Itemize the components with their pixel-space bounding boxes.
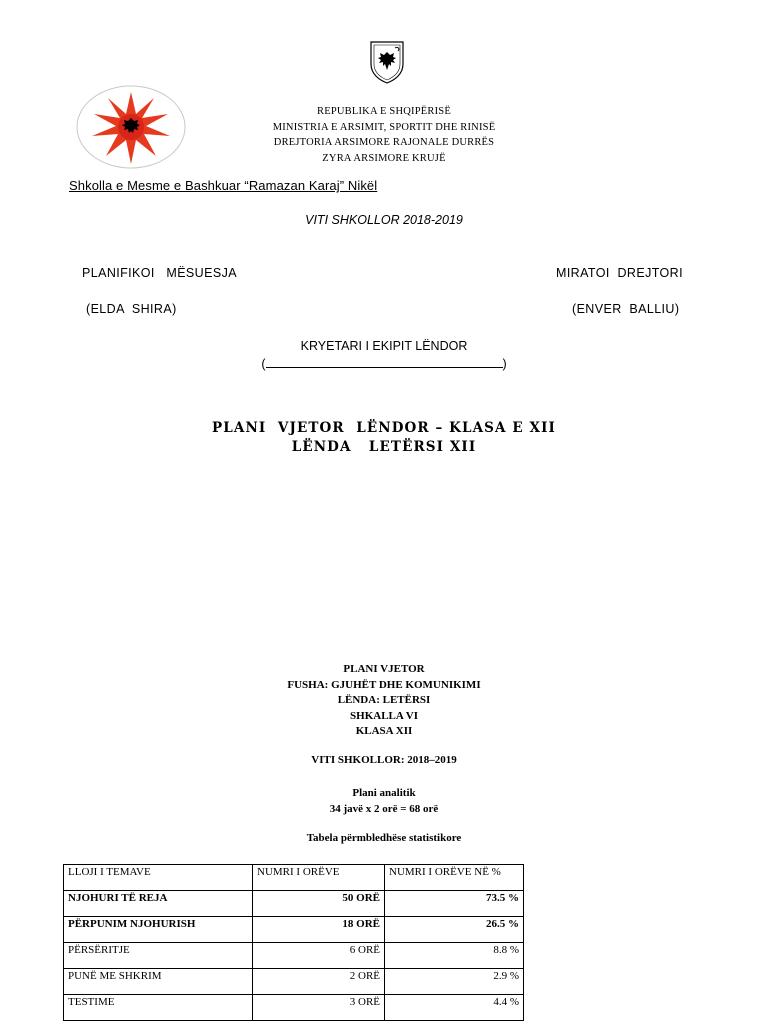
plan-line: LËNDA: LETËRSI — [337, 694, 431, 706]
table-cell: 73.5 % — [385, 891, 524, 917]
plan-info — [0, 662, 768, 740]
planner-role: PLANIFIKOI MËSUESJA — [82, 266, 237, 280]
title-line-2: LËNDA LETËRSI XII — [291, 439, 477, 455]
table-cell: TESTIME — [64, 995, 253, 1021]
school-year: VITI SHKOLLOR 2018-2019 — [305, 213, 463, 227]
table-row — [64, 917, 524, 943]
plan-analytic — [0, 786, 768, 817]
table-cell: 2 ORË — [253, 969, 385, 995]
statistics-table — [63, 864, 524, 1021]
table-cell: PËRPUNIM NJOHURISH — [64, 917, 253, 943]
chair-role: KRYETARI I EKIPIT LËNDOR — [300, 339, 468, 353]
table-cell: 6 ORË — [253, 943, 385, 969]
table-cell: 3 ORË — [253, 995, 385, 1021]
approver-role: MIRATOI DREJTORI — [556, 266, 683, 280]
title-line-1: PLANI VJETOR LËNDOR – KLASA E XII — [212, 420, 556, 436]
table-header-row — [64, 865, 524, 891]
document-title — [0, 419, 768, 457]
header-line: REPUBLIKA E SHQIPËRISË — [317, 106, 451, 117]
table-cell: 26.5 % — [385, 917, 524, 943]
table-row — [64, 943, 524, 969]
table-row — [64, 995, 524, 1021]
chair-signature-line — [0, 357, 768, 371]
plan-line: PLANI VJETOR — [343, 663, 425, 675]
plan-hours: 34 javë x 2 orë = 68 orë — [329, 802, 439, 815]
table-row — [64, 891, 524, 917]
table-cell: 18 ORË — [253, 917, 385, 943]
table-cell: PËRSËRITJE — [64, 943, 253, 969]
approver-name: (ENVER BALLIU) — [572, 302, 680, 316]
table-cell: 4.4 % — [385, 995, 524, 1021]
table-cell: 50 ORË — [253, 891, 385, 917]
albanian-emblem-icon — [368, 40, 406, 84]
header-line: ZYRA ARSIMORE KRUJË — [322, 152, 446, 164]
planner-name: (ELDA SHIRA) — [86, 302, 177, 316]
table-header-cell: LLOJI I TEMAVE — [64, 865, 253, 891]
table-title: Tabela përmbledhëse statistikore — [306, 832, 462, 844]
institution-header — [0, 104, 768, 166]
header-line: DREJTORIA ARSIMORE RAJONALE DURRËS — [273, 137, 495, 148]
signature-blank — [266, 357, 503, 368]
table-header-cell: NUMRI I ORËVE — [253, 865, 385, 891]
school-name: Shkolla e Mesme e Bashkuar “Ramazan Karaj” Nikël — [69, 178, 378, 193]
table-cell: 2.9 % — [385, 969, 524, 995]
plan-analytic-label: Plani analitik — [352, 787, 416, 799]
chair-close-paren: ) — [502, 357, 507, 371]
table-cell: 8.8 % — [385, 943, 524, 969]
chair-open-paren: ( — [261, 357, 266, 371]
table-cell: PUNË ME SHKRIM — [64, 969, 253, 995]
plan-line: SHKALLA VI — [350, 709, 418, 722]
table-row — [64, 969, 524, 995]
table-cell: NJOHURI TË REJA — [64, 891, 253, 917]
plan-line: KLASA XII — [355, 725, 413, 737]
table-header-cell: NUMRI I ORËVE NË % — [385, 865, 524, 891]
header-line: MINISTRIA E ARSIMIT, SPORTIT DHE RINISË — [272, 121, 496, 133]
plan-school-year: VITI SHKOLLOR: 2018–2019 — [311, 754, 457, 766]
plan-line: FUSHA: GJUHËT DHE KOMUNIKIMI — [287, 678, 481, 691]
